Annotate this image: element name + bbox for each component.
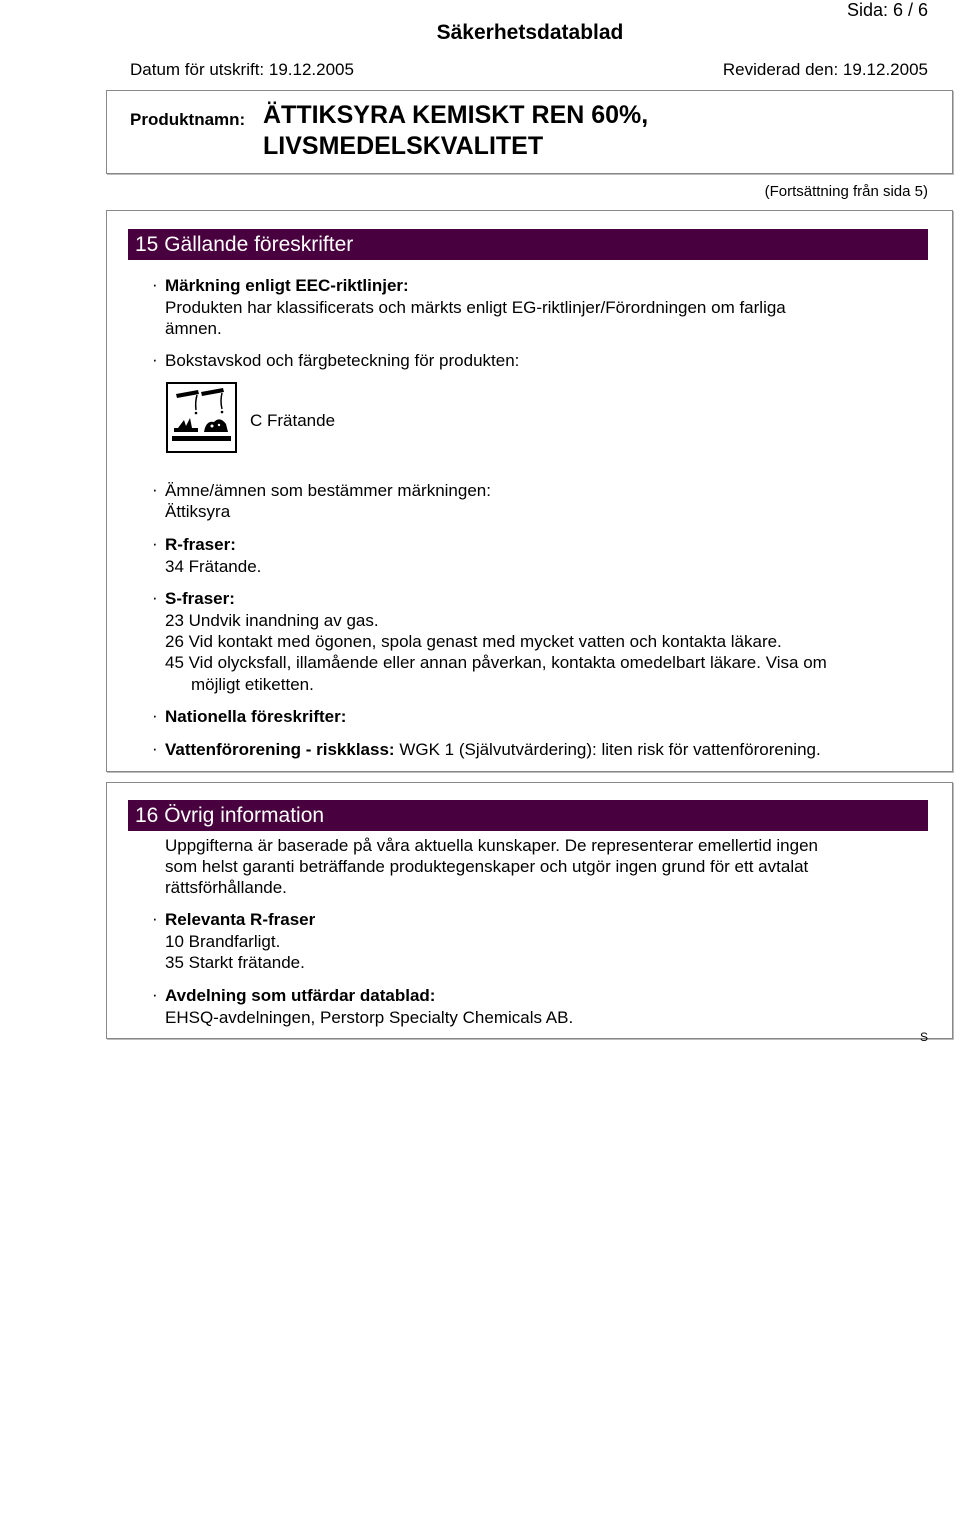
- section-16-heading: 16 Övrig information: [128, 800, 928, 831]
- marking-label: Märkning enligt EEC-riktlinjer:: [165, 276, 409, 295]
- bullet: ·: [152, 985, 158, 1004]
- bullet: ·: [152, 534, 158, 553]
- bullet: ·: [152, 588, 158, 607]
- product-name-line-1: ÄTTIKSYRA KEMISKT REN 60%,: [263, 101, 649, 129]
- code-label: Bokstavskod och färgbeteckning för produkten:: [165, 351, 520, 370]
- bullet: ·: [152, 350, 158, 369]
- section-15-heading: 15 Gällande föreskrifter: [128, 229, 928, 260]
- disclaimer-line-3: rättsförhållande.: [165, 878, 287, 897]
- marking-text-line-1: Produkten har klassificerats och märkts enligt EG-riktlinjer/Förordningen om farliga: [165, 298, 786, 317]
- bullet: ·: [152, 909, 158, 928]
- r-phrase-1: 34 Frätande.: [165, 557, 262, 576]
- bullet: ·: [152, 739, 158, 758]
- bullet: ·: [152, 275, 158, 294]
- substance-value: Ättiksyra: [165, 502, 231, 521]
- document-title: Säkerhetsdatablad: [436, 21, 624, 44]
- hazard-text: C Frätande: [250, 411, 336, 430]
- page-number: Sida: 6 / 6: [846, 0, 928, 20]
- product-label: Produktnamn:: [130, 110, 246, 129]
- water-hazard: [165, 739, 821, 761]
- department-value: EHSQ-avdelningen, Perstorp Specialty Chemicals AB.: [165, 1008, 574, 1027]
- relevant-r-2: 35 Starkt frätande.: [165, 953, 305, 972]
- marking-text-line-2: ämnen.: [165, 319, 222, 338]
- relevant-r-label: Relevanta R-fraser: [165, 910, 316, 929]
- relevant-r-1: 10 Brandfarligt.: [165, 932, 281, 951]
- bullet: ·: [152, 480, 158, 499]
- water-hazard-label: Vattenförorening - riskklass:: [165, 740, 395, 759]
- s-phrase-3-line-1: 45 Vid olycksfall, illamående eller annan påverkan, kontakta omedelbart läkare. Visa om: [165, 653, 827, 672]
- product-name: [263, 100, 648, 162]
- s-phrase-1: 23 Undvik inandning av gas.: [165, 611, 379, 630]
- product-name-line-2: LIVSMEDELSKVALITET: [263, 132, 544, 160]
- s-phrase-2: 26 Vid kontakt med ögonen, spola genast med mycket vatten och kontakta läkare.: [165, 632, 782, 651]
- s-phrase-3-line-2: möjligt etiketten.: [191, 675, 314, 694]
- national-regulations-label: Nationella föreskrifter:: [165, 707, 347, 726]
- disclaimer-line-1: Uppgifterna är baserade på våra aktuella kunskaper. De representerar emellertid ingen: [165, 836, 818, 855]
- revised-date: Reviderad den: 19.12.2005: [722, 60, 928, 79]
- substance-label: Ämne/ämnen som bestämmer märkningen:: [165, 481, 491, 500]
- print-date: Datum för utskrift: 19.12.2005: [130, 60, 354, 79]
- continued-note: (Fortsättning från sida 5): [764, 183, 928, 200]
- department-label: Avdelning som utfärdar datablad:: [165, 986, 436, 1005]
- corrosive-icon: [166, 382, 237, 453]
- footer-mark: S: [920, 1030, 929, 1044]
- r-phrases-label: R-fraser:: [165, 535, 236, 554]
- disclaimer-line-2: som helst garanti beträffande produktegenskaper och utgör ingen grund för ett avtalat: [165, 857, 809, 876]
- water-hazard-value: WGK 1 (Självutvärdering): liten risk för vattenförorening.: [399, 740, 821, 759]
- bullet: ·: [152, 706, 158, 725]
- s-phrases-label: S-fraser:: [165, 589, 235, 608]
